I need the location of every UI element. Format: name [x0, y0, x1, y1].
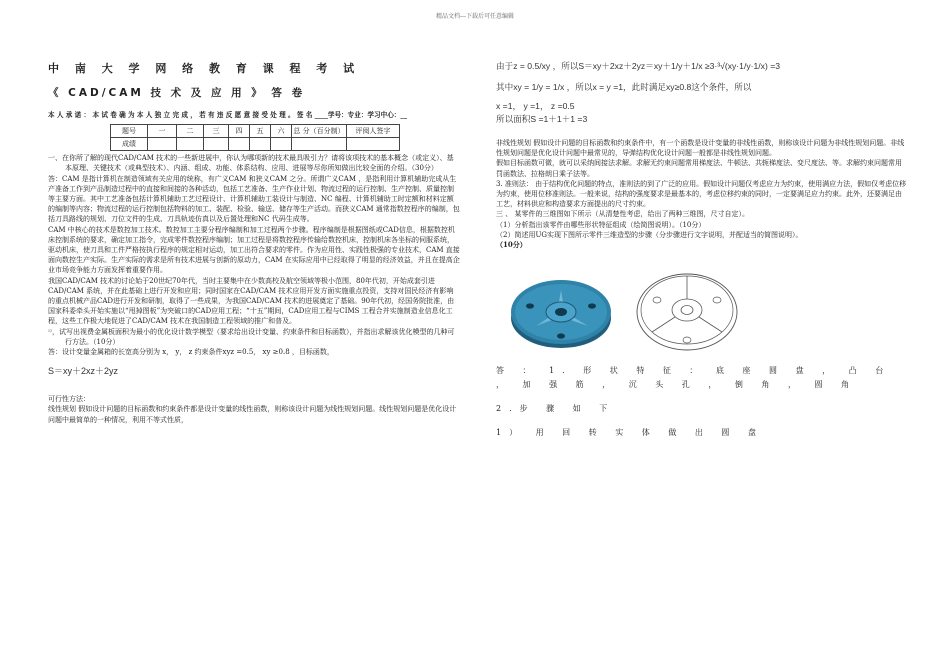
table-cell: 六 — [271, 125, 292, 138]
score-table-header-row — [111, 125, 400, 138]
table-cell: 评阅人签字 — [347, 125, 400, 138]
score-cell[interactable] — [148, 138, 177, 151]
question-3: 三 、 某零件的三维图如下所示（从清楚性考虑，给出了两种三维图，尺寸自定）。 — [496, 210, 749, 219]
score-cell[interactable] — [292, 138, 347, 151]
table-cell: 四 — [229, 125, 250, 138]
question-2: ，试写出视费金属板面积为最小的优化设计数学模型（要求给出设计变量、约束条件和目标函数），并指出求解该优化模型的几种可行方法。（10分） — [52, 327, 455, 346]
right-column — [496, 60, 908, 440]
table-cell: 成绩 — [111, 138, 148, 151]
score-cell[interactable] — [250, 138, 271, 151]
wireframe-part-figure-icon — [632, 260, 742, 356]
methods-paragraph: 线性规划 假如设计问题的目标函数和约束条件都是设计变量的线性函数，则称该设计问题为线性规划问题。线性规划问题是优化设计问题中最简单的一种情况，利用不等式性质， — [48, 405, 457, 424]
table-cell: 题号 — [111, 125, 148, 138]
math-line: 所以面积S =1＋1＋1 =3 — [496, 114, 588, 124]
answer-2: 答：设计变量金属箱的长宽高分别为 x， y， z 约束条件xyz =0.5， xy ≥0.8 ，目标函数， — [48, 348, 334, 357]
score-table-row — [111, 138, 400, 151]
score-cell[interactable] — [271, 138, 292, 151]
table-cell: 总 分（百分制） — [292, 125, 347, 138]
exam-title: 中 南 大 学 网 络 教 育 课 程 考 试 — [48, 62, 361, 75]
question-1: 一、在你所了解的现代CAD/CAM 技术的一些新进展中，你认为哪项新的技术最具吸引力？请将该项技术的基本概念（或定义）、基本原理、关键技术（或典型技术）、内涵、组成、功能、体系结构、应用、进展等尽你所知做出比较全面的介绍。（30分） — [48, 154, 454, 173]
table-cell: 五 — [250, 125, 271, 138]
page-header: 精品文档---下载后可任意编辑 — [435, 13, 515, 20]
math-line: 由于z = 0.5/xy ，所以S＝xy＋2xz＋2yz＝xy＋1/y＋1/x ≥3·³√(xy·1/y·1/x) =3 — [496, 61, 781, 71]
answer-1-paragraph: CAM 中核心的技术是数控加工技术。数控加工主要分程序编制和加工过程两个步骤。程序编制是根据图纸或CAD信息，根据数控机床控制系统的要求，确定加工指令，完成零件数控程序编制；加工过程是将数控程序传输给数控机床，控制机床各坐标的伺服系统，驱动机床，使刀具和工件严格按执行程序的规定相对运动，加工出符合要求的零件。作为应用性、实践性极强的专业技术，CAM 直接面向数控生产实际。生产实际的需求是所有技术进展与创新的原动力，CAM 在实际应用中已经取得了明显的经济效益，并且在提高企业市场竞争能力方面发挥着重要作用。 — [48, 225, 460, 275]
math-line: 其中xy = 1/y = 1/x ，所以x = y =1，此时满足xy≥0.8这个条件，所以 — [496, 82, 752, 92]
answer-3-steps: 2.步 骤 如 下 — [496, 404, 616, 414]
question-3-part-1: （1）分析指出该零件由哪些形状特征组成（绘简图说明）。（10分） — [496, 220, 706, 229]
score-cell[interactable] — [177, 138, 204, 151]
score-cell[interactable] — [229, 138, 250, 151]
pledge-line: 本 人 承 诺 ： 本 试 卷 确 为 本 人 独 立 完 成 ， 若 有 违 反 愿 意 接 受 处 理 。 签 名 ____学号：专业：学习中心：__ — [48, 111, 407, 119]
score-cell[interactable] — [204, 138, 229, 151]
left-column — [48, 58, 460, 425]
shaded-part-figure-icon — [506, 260, 616, 356]
answer-3-step-1: 1） 用 回 转 实 体 做 出 圆 盘 — [496, 428, 764, 438]
table-cell: 三 — [204, 125, 229, 138]
score-table — [110, 124, 400, 151]
math-line: x =1， y =1， z =0.5 — [496, 101, 575, 111]
answer-1-paragraph: 答：CAM 是指计算机在制造领域有关应用的统称，有广义CAM 和狭义CAM 之分。所谓广义CAM ，是指利用计算机辅助完成从生产准备工作到产品制造过程中的直接和间接的各种活动，包括工艺准备、生产作业计划、物流过程的运行控制、生产控制、质量控制等主要方面。其中工艺准备包括计算机辅助工艺过程设计、计算机辅助工装设计与制造、NC 编程、计算机辅助工时定额和材料定额的编制等内容；物流过程的运行控制包括物料的加工、装配、检验、输送、储存等生产活动。而狭义CAM 通常指数控程序的编制，包括刀具路线的规划、刀位文件的生成、刀具轨迹仿真以及后置处理和NC 代码生成等。 — [48, 174, 460, 224]
method-paragraph: 假如目标函数可微，就可以采纳间接法求解。求解无约束问题常用梯度法、牛顿法、共轭梯度法、变尺度法、等。求解约束问题常用罚函数法、拉格朗日乘子法等。 — [496, 159, 902, 178]
answer-1-paragraph: 我国CAD/CAM 技术的讨论始于20世纪70年代，当时主要集中在少数高校及航空领域等极小范围，80年代初，开始成套引进CAD/CAM 系统，并在此基础上进行开发和应用；同时国家在CAD/CAM 技术应用开发方面实施重点投资，支持对国民经济有影响的重点机械产品CAD进行开发和研制，取得了一些成果，为我国CAD/CAM 技术的进展奠定了基础。90年代初，经国务院批准，由国家科委牵头开始实施以“甩掉图板”为突破口的CAD应用工程；“十五”期间，CAD应用工程与CIMS 工程合并实施制造业信息化工程，这些工作极大地促进了CAD/CAM 技术在我国制造工程领域的推广和普及。 — [48, 276, 455, 326]
question-3-part-2: （2）简述用UG实现下图所示零件三维造型的步骤（分步骤进行文字说明，并配适当的简图说明）。 — [496, 230, 803, 239]
table-cell: 二 — [177, 125, 204, 138]
answer-3-features: 答 ： 1. 形 状 特 征 ： 底 座 圆 盘 ， 凸 台 ， 加 强 筋 ， 沉 头 孔 ， 倒 角 ， 圆 角 — [496, 366, 892, 390]
score-note: （10分） — [496, 240, 527, 250]
question-2-number: ¹² — [48, 328, 53, 335]
criteria-paragraph: 3. 准则法： 由于结构优化问题的特点，准则法的到了广泛的应用。假如设计问题仅考虑应力为约束，使用满应力法，假如仅考虑位移为约束，使用位移准则法。一般来说，结构的强度要求是最基本的，考虑位移约束的同时，一定要满足应力约束。此外，还要满足由工艺，材料供应和构造要求方面提出的尺寸约束。 — [496, 179, 907, 209]
objective-formula: S＝xy＋2xz＋2yz — [48, 366, 119, 377]
nonlinear-paragraph: 非线性规划 假如设计问题的目标函数和约束条件中，有一个函数是设计变量的非线性函数，则称该设计问题为非线性规划问题。非线性规划问题是优化设计问题中最常见的，导弹结构优化设计问题一般都是非线性规划问题。 — [496, 139, 905, 158]
part-figures — [496, 260, 908, 356]
table-cell: 一 — [148, 125, 177, 138]
methods-title: 可行性方法： — [48, 395, 90, 404]
exam-subtitle: 《 CAD/CAM 技 术 及 应 用 》 答 卷 — [48, 87, 306, 99]
score-cell[interactable] — [347, 138, 400, 151]
